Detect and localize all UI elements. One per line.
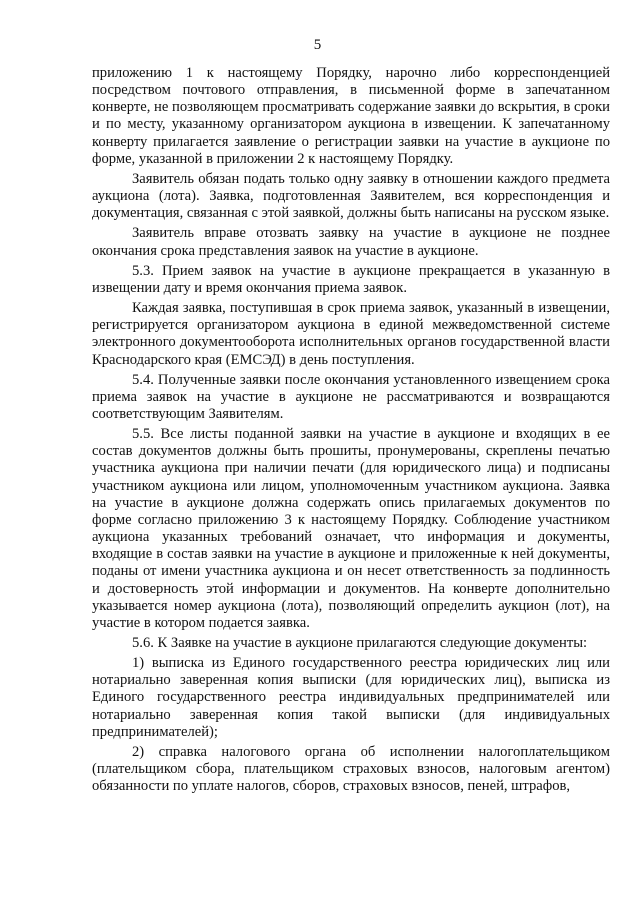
- paragraph-5-4: 5.4. Полученные заявки после окончания установленного извещением срока приема заявок на участие в аукционе не рассматриваются и возвращаются соответствующим Заявителям.: [92, 371, 610, 422]
- paragraph-5-5: 5.5. Все листы поданной заявки на участие в аукционе и входящих в ее состав документов должны быть прошиты, пронумерованы, скреплены печатью участника аукциона при наличии печати (для юридического лица) и подписаны участником аукциона или лицом, уполномоченным участником аукциона. Заявка на участие в аукционе должна содержать опись прилагаемых документов по форме согласно приложению 3 к настоящему Порядку. Соблюдение участником аукциона указанных требований означает, что информация и документы, входящие в состав заявки на участие в аукционе и приложенные к ней документы, поданы от имени участника аукциона и он несет ответственность за подлинность и достоверность этой информации и документов. На конверте дополнительно указывается номер аукциона (лота), позволяющий определить аукцион (лот), на участие в котором подается заявка.: [92, 426, 610, 631]
- paragraph-registration: Каждая заявка, поступившая в срок приема заявок, указанный в извещении, регистрируется организатором аукциона в единой межведомственной системе электронного документооборота исполнительных органов государственной власти Краснодарского края (ЕМСЭД) в день поступления.: [92, 300, 610, 368]
- list-item-2: 2) справка налогового органа об исполнении налогоплательщиком (плательщиком сбора, плательщиком страховых взносов, налоговым агентом) обязанности по уплате налогов, сборов, страховых взносов, пеней, штрафов,: [92, 743, 610, 795]
- document-body: [92, 65, 610, 795]
- page-number: 5: [313, 37, 322, 53]
- list-item-1: 1) выписка из Единого государственного реестра юридических лиц или нотариально заверенная копия выписки (для юридических лиц), выписка из Единого государственного реестра индивидуальных предпринимателей или нотариально заверенная копия такой выписки (для индивидуальных предпринимателей);: [92, 655, 610, 740]
- paragraph-continuation: приложению 1 к настоящему Порядку, нарочно либо корреспонденцией посредством почтового отправления, в письменной форме в запечатанном конверте, не позволяющем просматривать содержание заявки до вскрытия, в сроки и по месту, указанному организатором аукциона в извещении. К запечатанному конверту прилагается заявление о регистрации заявки на участие в аукционе по форме, указанной в приложении 2 к настоящему Порядку.: [92, 65, 610, 167]
- paragraph-single-application: Заявитель обязан подать только одну заявку в отношении каждого предмета аукциона (лота). Заявка, подготовленная Заявителем, вся корреспонденция и документация, связанная с этой заявкой, должны быть написаны на русском языке.: [92, 170, 610, 222]
- paragraph-5-3: 5.3. Прием заявок на участие в аукционе прекращается в указанную в извещении дату и время окончания приема заявок.: [92, 262, 610, 296]
- paragraph-5-6: 5.6. К Заявке на участие в аукционе прилагаются следующие документы:: [132, 635, 588, 651]
- paragraph-withdraw-application: Заявитель вправе отозвать заявку на участие в аукционе не позднее окончания срока представления заявок на участие в аукционе.: [92, 225, 610, 259]
